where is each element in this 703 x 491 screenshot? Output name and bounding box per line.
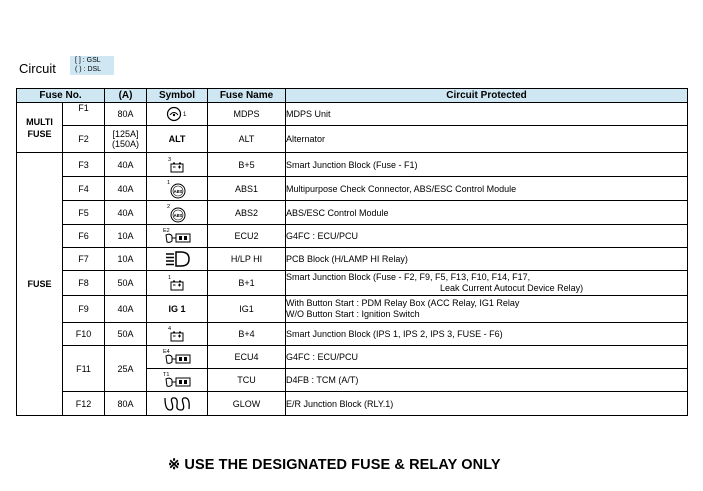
fuse-amp: 50A [105,271,147,296]
fuse-symbol [147,177,208,201]
fuse-symbol [147,153,208,177]
fuse-amp: 40A [105,153,147,177]
page-title: Circuit [19,61,56,76]
amp-dsl: (150A) [112,139,140,149]
fuse-symbol [147,248,208,271]
fuse-table [16,88,688,416]
fuse-amp: 50A [105,323,147,346]
fuse-symbol [147,346,208,369]
table-row [17,177,688,201]
ecu-icon [162,227,192,245]
symbol-number: 1 [168,275,172,281]
group-label: MULTI [26,116,53,127]
fuse-no: F8 [63,271,105,296]
fuse-symbol [147,126,208,153]
fuse-no: F2 [63,126,105,153]
fuse-amp [105,126,147,153]
fuse-symbol [147,201,208,225]
fuse-symbol [147,369,208,392]
legend [70,56,114,75]
circuit-line: Leak Current Autocut Device Relay) [440,283,584,293]
legend-gsl: [ ] : GSL [75,57,101,64]
fuse-no: F3 [63,153,105,177]
symbol-number: 3 [168,156,172,163]
fuse-no: F10 [63,323,105,346]
fuse-no: F6 [63,225,105,248]
table-row [17,296,688,323]
circuit-protected: MDPS Unit [286,103,688,126]
alt-symbol: ALT [168,134,186,144]
fuse-name: ALT [208,126,286,153]
table-row [17,346,688,369]
fuse-no: F7 [63,248,105,271]
circuit-line: W/O Button Start : Ignition Switch [286,309,420,319]
fuse-amp: 10A [105,248,147,271]
circuit-protected: G4FC : ECU/PCU [286,225,688,248]
circuit-line: Smart Junction Block (Fuse - F2, F9, F5, F13, F10, F14, F17, [286,272,531,282]
battery-icon [167,156,187,174]
circuit-protected: ABS/ESC Control Module [286,201,688,225]
circuit-protected: Alternator [286,126,688,153]
fuse-name: TCU [208,369,286,392]
header-fuse-no: Fuse No. [17,89,105,103]
symbol-number: 4 [168,326,172,332]
fuse-name: ECU4 [208,346,286,369]
fuse-name: ABS2 [208,201,286,225]
symbol-number: 2 [167,203,171,210]
amp-gsl: [125A] [112,129,139,139]
group-label: FUSE [27,128,52,139]
fuse-name: ABS1 [208,177,286,201]
header-amp: (A) [105,89,147,103]
table-row [17,323,688,346]
fuse-symbol [147,392,208,416]
fuse-name: B+4 [208,323,286,346]
fuse-no: F11 [63,346,105,392]
symbol-number: T1 [163,372,170,378]
circuit-protected: Smart Junction Block (IPS 1, IPS 2, IPS 3, FUSE - F6) [286,323,688,346]
fuse-symbol [147,323,208,346]
fuse-no: F9 [63,296,105,323]
abs-icon [166,179,188,199]
symbol-number: 1 [183,112,187,118]
svg-text:ABS: ABS [173,212,183,218]
fuse-name: ECU2 [208,225,286,248]
header-circuit: Circuit Protected [286,89,688,103]
fuse-symbol [147,103,208,126]
table-row [17,271,688,296]
abs-icon [166,203,188,223]
fuse-amp: 25A [105,346,147,392]
circuit-line: With Button Start : PDM Relay Box (ACC Relay, IG1 Relay [286,298,520,308]
fuse-symbol [147,296,208,323]
table-row [17,225,688,248]
fuse-name: H/LP HI [208,248,286,271]
fuse-name: GLOW [208,392,286,416]
fuse-symbol [147,225,208,248]
battery-icon [167,325,187,343]
battery-icon [167,274,187,292]
circuit-protected: G4FC : ECU/PCU [286,346,688,369]
headlamp-icon [163,250,191,268]
group-fuse: FUSE [17,153,63,416]
svg-text:ABS: ABS [173,188,183,194]
circuit-protected: D4FB : TCM (A/T) [286,369,688,392]
circuit-protected [286,296,688,323]
fuse-name: MDPS [208,103,286,126]
table-row [17,153,688,177]
legend-dsl: ( ) : DSL [75,65,102,73]
circuit-protected: PCB Block (H/LAMP HI Relay) [286,248,688,271]
fuse-no: F4 [63,177,105,201]
header-symbol: Symbol [147,89,208,103]
table-row [17,126,688,153]
fuse-no: F1 [63,103,105,126]
glow-icon [162,395,192,413]
fuse-no: F5 [63,201,105,225]
table-row [17,201,688,225]
fuse-amp: 80A [105,392,147,416]
fuse-no: F12 [63,392,105,416]
circuit-protected [286,271,688,296]
circuit-protected: Smart Junction Block (Fuse - F1) [286,153,688,177]
footer-warning: ※ USE THE DESIGNATED FUSE & RELAY ONLY [168,457,501,473]
header-fuse-name: Fuse Name [208,89,286,103]
mdps-icon [164,106,190,122]
symbol-number: E4 [163,349,170,355]
fuse-name: B+1 [208,271,286,296]
table-header [17,89,688,103]
fuse-amp: 40A [105,177,147,201]
circuit-protected: Multipurpose Check Connector, ABS/ESC Control Module [286,177,688,201]
fuse-amp: 40A [105,296,147,323]
fuse-name: IG1 [208,296,286,323]
fuse-name: B+5 [208,153,286,177]
table-row [17,392,688,416]
ecu-icon [162,371,192,389]
table-row [17,248,688,271]
symbol-number: E2 [163,228,170,234]
ig1-symbol: IG 1 [168,304,186,314]
circuit-protected: E/R Junction Block (RLY.1) [286,392,688,416]
group-multi-fuse [17,103,63,153]
fuse-amp: 80A [105,103,147,126]
ecu-icon [162,348,192,366]
fuse-symbol [147,271,208,296]
fuse-amp: 40A [105,201,147,225]
table-row [17,103,688,126]
fuse-amp: 10A [105,225,147,248]
symbol-number: 1 [167,179,171,186]
